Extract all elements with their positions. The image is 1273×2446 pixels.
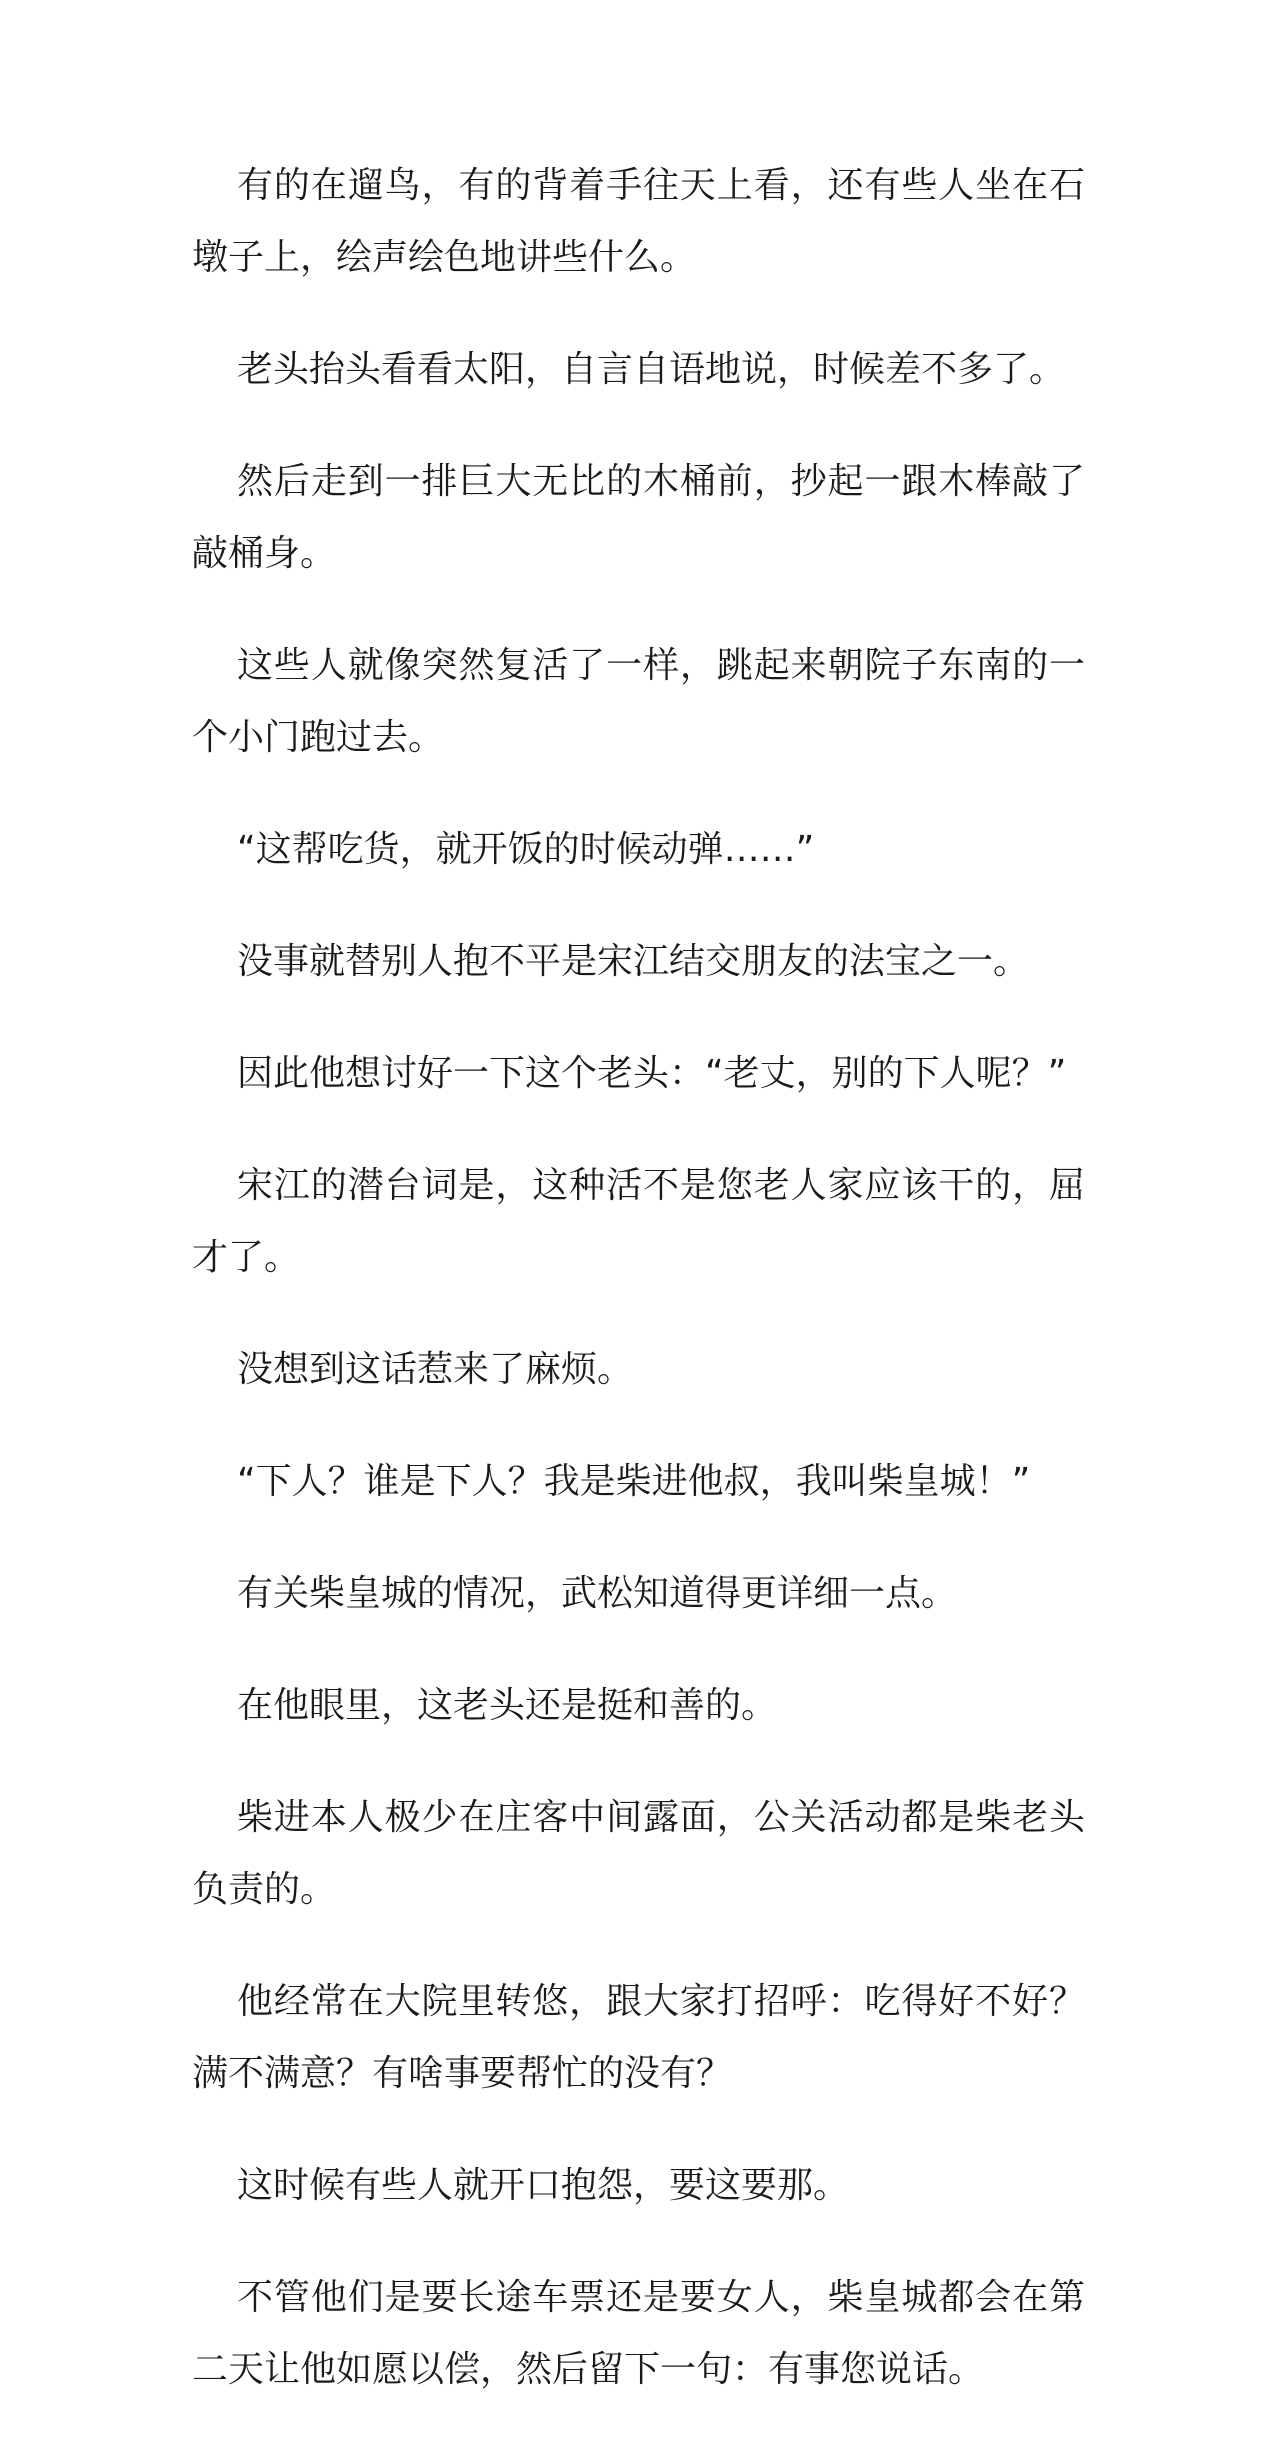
- paragraph-dialogue: “这帮吃货，就开饭的时候动弹……”: [237, 829, 815, 870]
- paragraph: 有关柴皇城的情况，武松知道得更详细一点。: [237, 1573, 958, 1614]
- document-page: [192, 150, 1085, 2446]
- paragraph: 没想到这话惹来了麻烦。: [237, 1349, 634, 1390]
- paragraph: 柴进本人极少在庄客中间露面，公关活动都是柴老头负责的。: [192, 1797, 1085, 1910]
- paragraph: 有的在遛鸟，有的背着手往天上看，还有些人坐在石墩子上，绘声绘色地讲些什么。: [192, 165, 1085, 278]
- paragraph: 因此他想讨好一下这个老头：“老丈，别的下人呢？”: [237, 1053, 1067, 1094]
- paragraph: 老头抬头看看太阳，自言自语地说，时候差不多了。: [237, 349, 1066, 390]
- paragraph-dialogue: “下人？谁是下人？我是柴进他叔，我叫柴皇城！”: [237, 1461, 1031, 1502]
- paragraph: 这时候有些人就开口抱怨，要这要那。: [237, 2165, 850, 2206]
- paragraph: 在他眼里，这老头还是挺和善的。: [237, 1685, 778, 1726]
- paragraph: 不管他们是要长途车票还是要女人，柴皇城都会在第二天让他如愿以偿，然后留下一句：有事您说话。: [192, 2277, 1085, 2390]
- paragraph: 这些人就像突然复活了一样，跳起来朝院子东南的一个小门跑过去。: [192, 645, 1085, 758]
- paragraph: 宋江的潜台词是，这种活不是您老人家应该干的，屈才了。: [192, 1165, 1085, 1278]
- paragraph: 他经常在大院里转悠，跟大家打招呼：吃得好不好？满不满意？有啥事要帮忙的没有？: [192, 1981, 1085, 2094]
- paragraph: 没事就替别人抱不平是宋江结交朋友的法宝之一。: [237, 941, 1030, 982]
- paragraph: 然后走到一排巨大无比的木桶前，抄起一跟木棒敲了敲桶身。: [192, 461, 1085, 574]
